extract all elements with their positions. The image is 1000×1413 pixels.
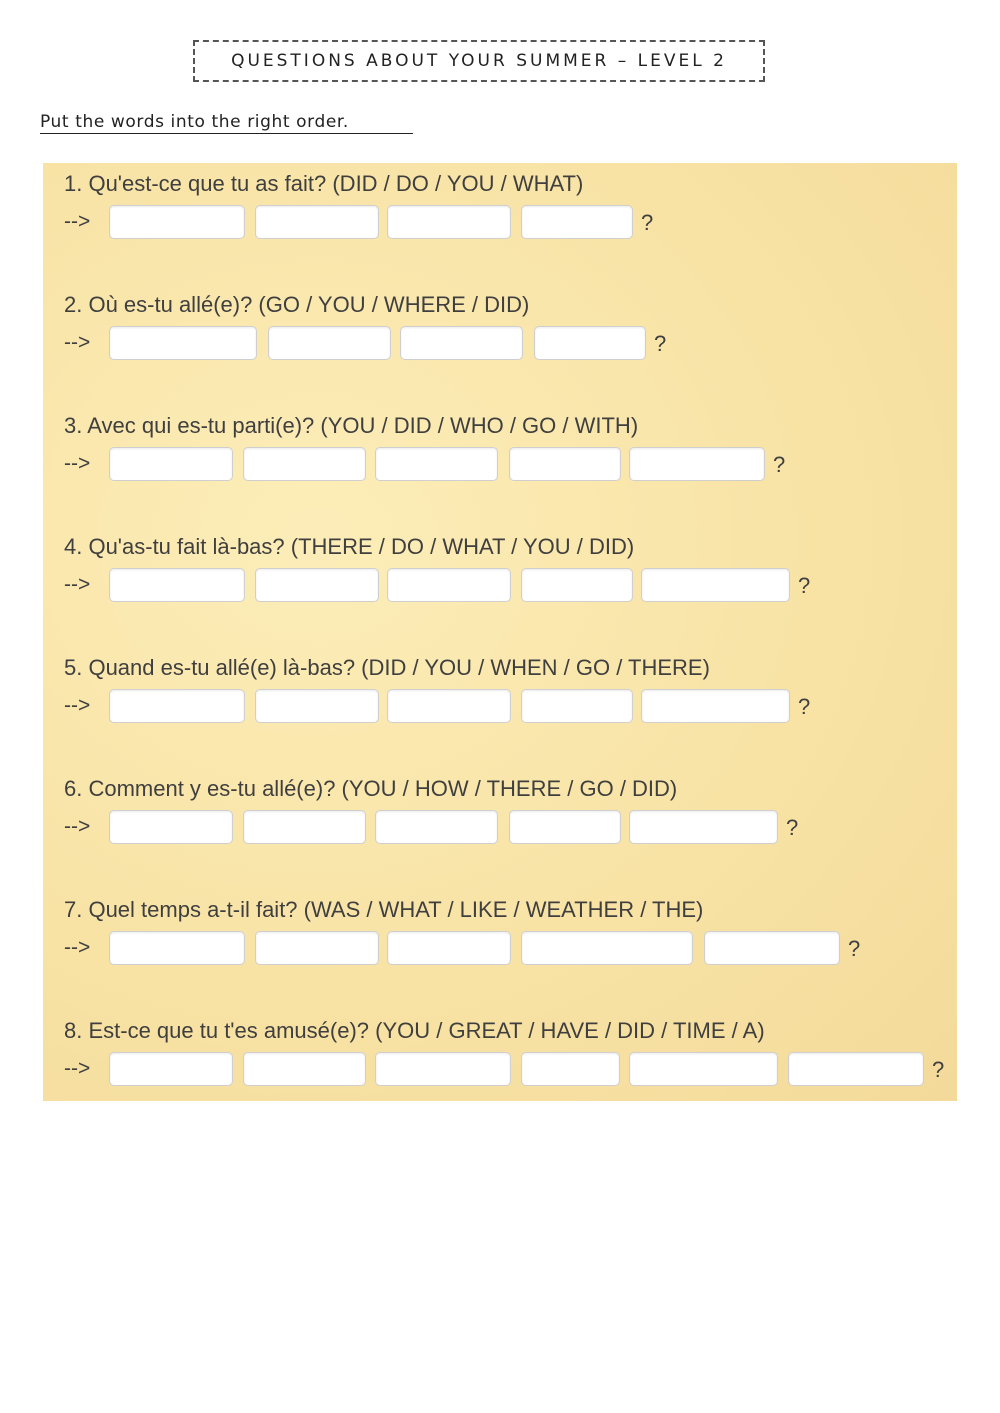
answer-box-6-2[interactable]	[243, 810, 366, 844]
arrow-label: -->	[64, 1057, 91, 1080]
question-mark: ?	[932, 1057, 945, 1082]
answer-box-8-2[interactable]	[243, 1052, 366, 1086]
answer-box-1-3[interactable]	[387, 205, 511, 239]
answer-box-3-3[interactable]	[375, 447, 498, 481]
question-6: 6. Comment y es-tu allé(e)? (YOU / HOW / THERE / GO / DID)	[64, 776, 678, 801]
answer-box-4-5[interactable]	[641, 568, 790, 602]
answer-box-6-4[interactable]	[509, 810, 621, 844]
answer-box-7-2[interactable]	[255, 931, 379, 965]
answer-box-2-2[interactable]	[268, 326, 391, 360]
answer-box-4-3[interactable]	[387, 568, 511, 602]
answer-box-6-1[interactable]	[109, 810, 233, 844]
answer-box-5-3[interactable]	[387, 689, 511, 723]
answer-box-7-5[interactable]	[704, 931, 840, 965]
arrow-label: -->	[64, 210, 91, 233]
answer-box-3-5[interactable]	[629, 447, 765, 481]
question-3: 3. Avec qui es-tu parti(e)? (YOU / DID / WHO / GO / WITH)	[64, 413, 639, 438]
question-4: 4. Qu'as-tu fait là-bas? (THERE / DO / WHAT / YOU / DID)	[64, 534, 635, 559]
answer-box-8-3[interactable]	[375, 1052, 511, 1086]
question-5: 5. Quand es-tu allé(e) là-bas? (DID / YOU / WHEN / GO / THERE)	[64, 655, 710, 680]
answer-box-8-4[interactable]	[521, 1052, 620, 1086]
question-8: 8. Est-ce que tu t'es amusé(e)? (YOU / GREAT / HAVE / DID / TIME / A)	[64, 1018, 765, 1043]
answer-box-5-2[interactable]	[255, 689, 379, 723]
arrow-label: -->	[64, 331, 91, 354]
question-mark: ?	[786, 815, 799, 840]
arrow-label: -->	[64, 815, 91, 838]
question-mark: ?	[773, 452, 786, 477]
answer-box-7-3[interactable]	[387, 931, 511, 965]
answer-box-8-5[interactable]	[629, 1052, 778, 1086]
title-box	[193, 40, 765, 82]
question-mark: ?	[654, 331, 667, 356]
exercise-panel	[43, 163, 957, 1101]
arrow-label: -->	[64, 694, 91, 717]
question-7: 7. Quel temps a-t-il fait? (WAS / WHAT / LIKE / WEATHER / THE)	[64, 897, 704, 922]
answer-box-8-1[interactable]	[109, 1052, 233, 1086]
answer-box-8-6[interactable]	[788, 1052, 924, 1086]
answer-box-3-4[interactable]	[509, 447, 621, 481]
instruction: Put the words into the right order.	[40, 112, 413, 134]
answer-box-7-1[interactable]	[109, 931, 245, 965]
answer-box-4-4[interactable]	[521, 568, 633, 602]
answer-box-2-3[interactable]	[400, 326, 523, 360]
answer-box-5-1[interactable]	[109, 689, 245, 723]
answer-box-1-2[interactable]	[255, 205, 379, 239]
arrow-label: -->	[64, 452, 91, 475]
question-2: 2. Où es-tu allé(e)? (GO / YOU / WHERE / DID)	[64, 292, 530, 317]
answer-box-3-1[interactable]	[109, 447, 233, 481]
question-1: 1. Qu'est-ce que tu as fait? (DID / DO / YOU / WHAT)	[64, 171, 584, 196]
answer-box-6-5[interactable]	[629, 810, 778, 844]
page-title: QUESTIONS ABOUT YOUR SUMMER – LEVEL 2	[231, 51, 727, 71]
question-mark: ?	[798, 573, 811, 598]
answer-box-5-4[interactable]	[521, 689, 633, 723]
answer-box-3-2[interactable]	[243, 447, 366, 481]
question-mark: ?	[848, 936, 861, 961]
arrow-label: -->	[64, 573, 91, 596]
question-mark: ?	[641, 210, 654, 235]
answer-box-6-3[interactable]	[375, 810, 498, 844]
answer-box-4-2[interactable]	[255, 568, 379, 602]
answer-box-1-4[interactable]	[521, 205, 633, 239]
question-mark: ?	[798, 694, 811, 719]
answer-box-2-4[interactable]	[534, 326, 646, 360]
answer-box-4-1[interactable]	[109, 568, 245, 602]
answer-box-2-1[interactable]	[109, 326, 257, 360]
arrow-label: -->	[64, 936, 91, 959]
answer-box-1-1[interactable]	[109, 205, 245, 239]
answer-box-7-4[interactable]	[521, 931, 693, 965]
answer-box-5-5[interactable]	[641, 689, 790, 723]
